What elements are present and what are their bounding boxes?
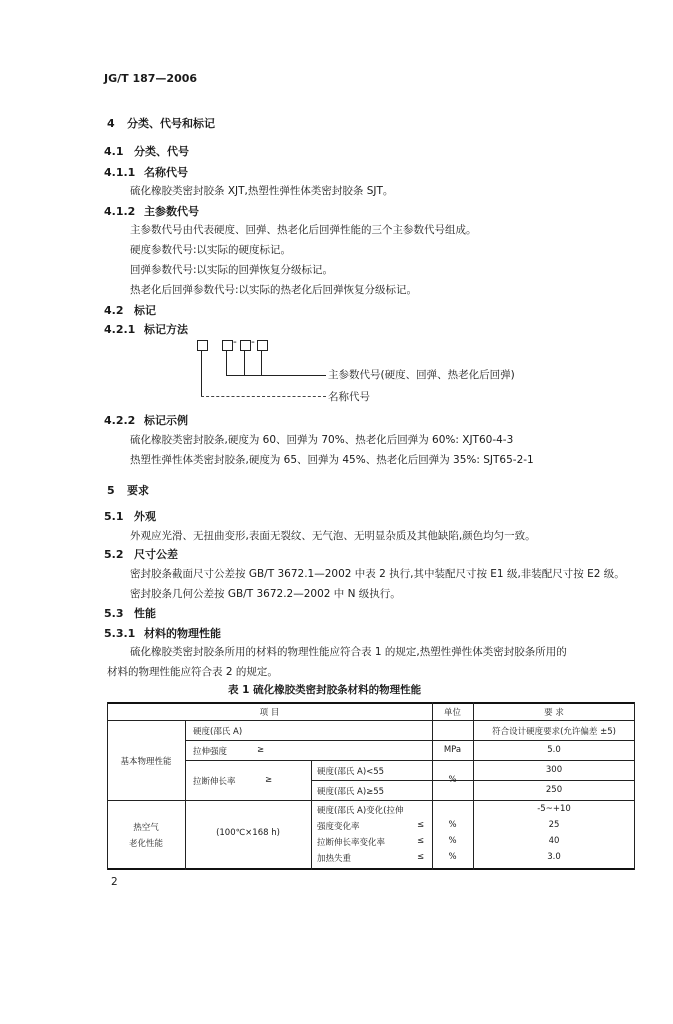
aging-condition: (100℃×168 h) [216,828,280,838]
section-title: 标记 [134,304,156,317]
label-name-code: 名称代号 [328,391,370,403]
section-4-1-2-heading [104,203,199,219]
tensile-req: 5.0 [547,745,561,755]
aging-req: -5~+10 [537,804,571,814]
standard-code: JG/T 187—2006 [104,72,198,85]
leader-line [201,350,202,396]
section-5-3-1-heading [104,625,221,641]
table-rule [107,720,635,721]
table-1 [107,702,635,870]
paragraph: 热塑性弹性体类密封胶条,硬度为 65、回弹为 45%、热老化后回弹为 35%: SJT65-2-1 [130,454,534,466]
separator-dash: - [251,336,255,348]
section-title: 外观 [134,510,156,523]
section-title: 分类、代号和标记 [127,117,215,130]
table-rule [107,800,635,801]
elongation-req1: 300 [545,765,563,775]
aging-item: 硬度(邵氏 A)变化(拉伸 [317,806,404,816]
separator-dash: - [233,336,237,348]
paragraph: 密封胶条截面尺寸公差按 GB/T 3672.1—2002 中表 2 执行,其中装配尺寸按 E1 级,非装配尺寸按 E2 级。 [130,568,625,580]
elongation-sub2: 硬度(邵氏 A)≥55 [317,787,385,797]
aging-item: 拉断伸长率变化率 [317,838,386,848]
table-border [107,702,635,704]
hardness-item: 硬度(邵氏 A) [193,727,243,737]
section-title: 性能 [134,607,156,620]
name-code-box [197,340,208,351]
section-num: 4.1 [104,145,124,158]
section-title: 要求 [127,484,149,497]
table-caption: 表 1 硫化橡胶类密封胶条材料的物理性能 [228,684,422,696]
rebound-box [240,340,251,351]
section-num: 5.3.1 [104,627,136,640]
aged-rebound-box [257,340,268,351]
section-5-heading [107,482,149,498]
table-header-unit: 单位 [443,708,461,718]
hardness-box [222,340,233,351]
elongation-op: ≥ [265,775,273,785]
section-4-2-1-heading [104,321,188,337]
page-number: 2 [111,876,118,888]
aging-unit: % [448,852,457,862]
elongation-sub1: 硬度(邵氏 A)<55 [317,767,385,777]
section-4-1-1-heading [104,164,188,180]
section-title: 分类、代号 [134,145,189,158]
paragraph: 外观应光滑、无扭曲变形,表面无裂纹、无气泡、无明显杂质及其他缺陷,颜色均匀一致。 [130,530,536,542]
aging-item: 强度变化率 [317,822,360,832]
section-num: 5.2 [104,548,124,561]
table-rule [185,720,186,870]
section-4-2-2-heading [104,412,188,428]
section-title: 名称代号 [144,166,188,179]
paragraph: 硬度参数代号:以实际的硬度标记。 [130,244,292,256]
section-num: 4.2.2 [104,414,136,427]
group-label: 基本物理性能 [120,757,172,767]
aging-op: ≤ [417,852,425,862]
aging-op: ≤ [417,836,425,846]
section-num: 5.3 [104,607,124,620]
section-num: 4.1.1 [104,166,136,179]
group-label: 老化性能 [128,839,163,849]
leader-line [201,396,326,397]
aging-op: ≤ [417,820,425,830]
paragraph: 材料的物理性能应符合表 2 的规定。 [107,666,278,678]
elongation-unit: % [448,775,457,785]
section-title: 标记示例 [144,414,188,427]
leader-line [226,375,326,376]
table-rule [311,780,635,781]
aging-req: 25 [548,820,560,830]
aging-req: 3.0 [547,852,561,862]
paragraph: 主参数代号由代表硬度、回弹、热老化后回弹性能的三个主参数代号组成。 [130,224,477,236]
paragraph: 热老化后回弹参数代号:以实际的热老化后回弹恢复分级标记。 [130,284,418,296]
label-main-params: 主参数代号(硬度、回弹、热老化后回弹) [328,369,515,381]
paragraph: 硫化橡胶类密封胶条所用的材料的物理性能应符合表 1 的规定,热塑性弹性体类密封胶条所用的 [130,646,567,658]
section-5-1-heading [104,508,156,524]
paragraph: 硫化橡胶类密封胶条 XJT,热塑性弹性体类密封胶条 SJT。 [130,185,394,197]
section-num: 5 [107,484,115,497]
tensile-item: 拉伸强度 [193,747,228,757]
section-num: 4.2 [104,304,124,317]
section-5-2-heading [104,546,178,562]
section-num: 4 [107,117,115,130]
aging-unit: % [448,836,457,846]
table-border [107,868,635,870]
tensile-op: ≥ [257,745,265,755]
section-4-2-heading [104,302,156,318]
table-header-requirement: 要 求 [544,708,564,718]
aging-req: 40 [548,836,560,846]
hardness-req: 符合设计硬度要求(允许偏差 ±5) [492,727,616,737]
table-rule [185,760,635,761]
aging-item: 加热失重 [317,854,352,864]
section-title: 材料的物理性能 [144,627,221,640]
paragraph: 回弹参数代号:以实际的回弹恢复分级标记。 [130,264,334,276]
paragraph: 硫化橡胶类密封胶条,硬度为 60、回弹为 70%、热老化后回弹为 60%: XJT60-4-3 [130,434,514,446]
table-rule [311,800,312,870]
table-rule [185,740,635,741]
section-title: 标记方法 [144,323,188,336]
aging-unit: % [448,820,457,830]
section-title: 主参数代号 [144,205,199,218]
leader-line [261,350,262,375]
elongation-req2: 250 [545,785,563,795]
tensile-unit: MPa [443,745,462,755]
leader-line [226,350,227,375]
section-4-heading [107,115,215,131]
group-label: 热空气 [133,823,159,833]
section-title: 尺寸公差 [134,548,178,561]
leader-line [244,350,245,375]
section-num: 5.1 [104,510,124,523]
paragraph: 密封胶条几何公差按 GB/T 3672.2—2002 中 N 级执行。 [130,588,401,600]
section-num: 4.1.2 [104,205,136,218]
table-header-item: 项 目 [259,708,280,718]
section-num: 4.2.1 [104,323,136,336]
section-4-1-heading [104,143,189,159]
section-5-3-heading [104,605,156,621]
elongation-item: 拉断伸长率 [193,777,236,787]
